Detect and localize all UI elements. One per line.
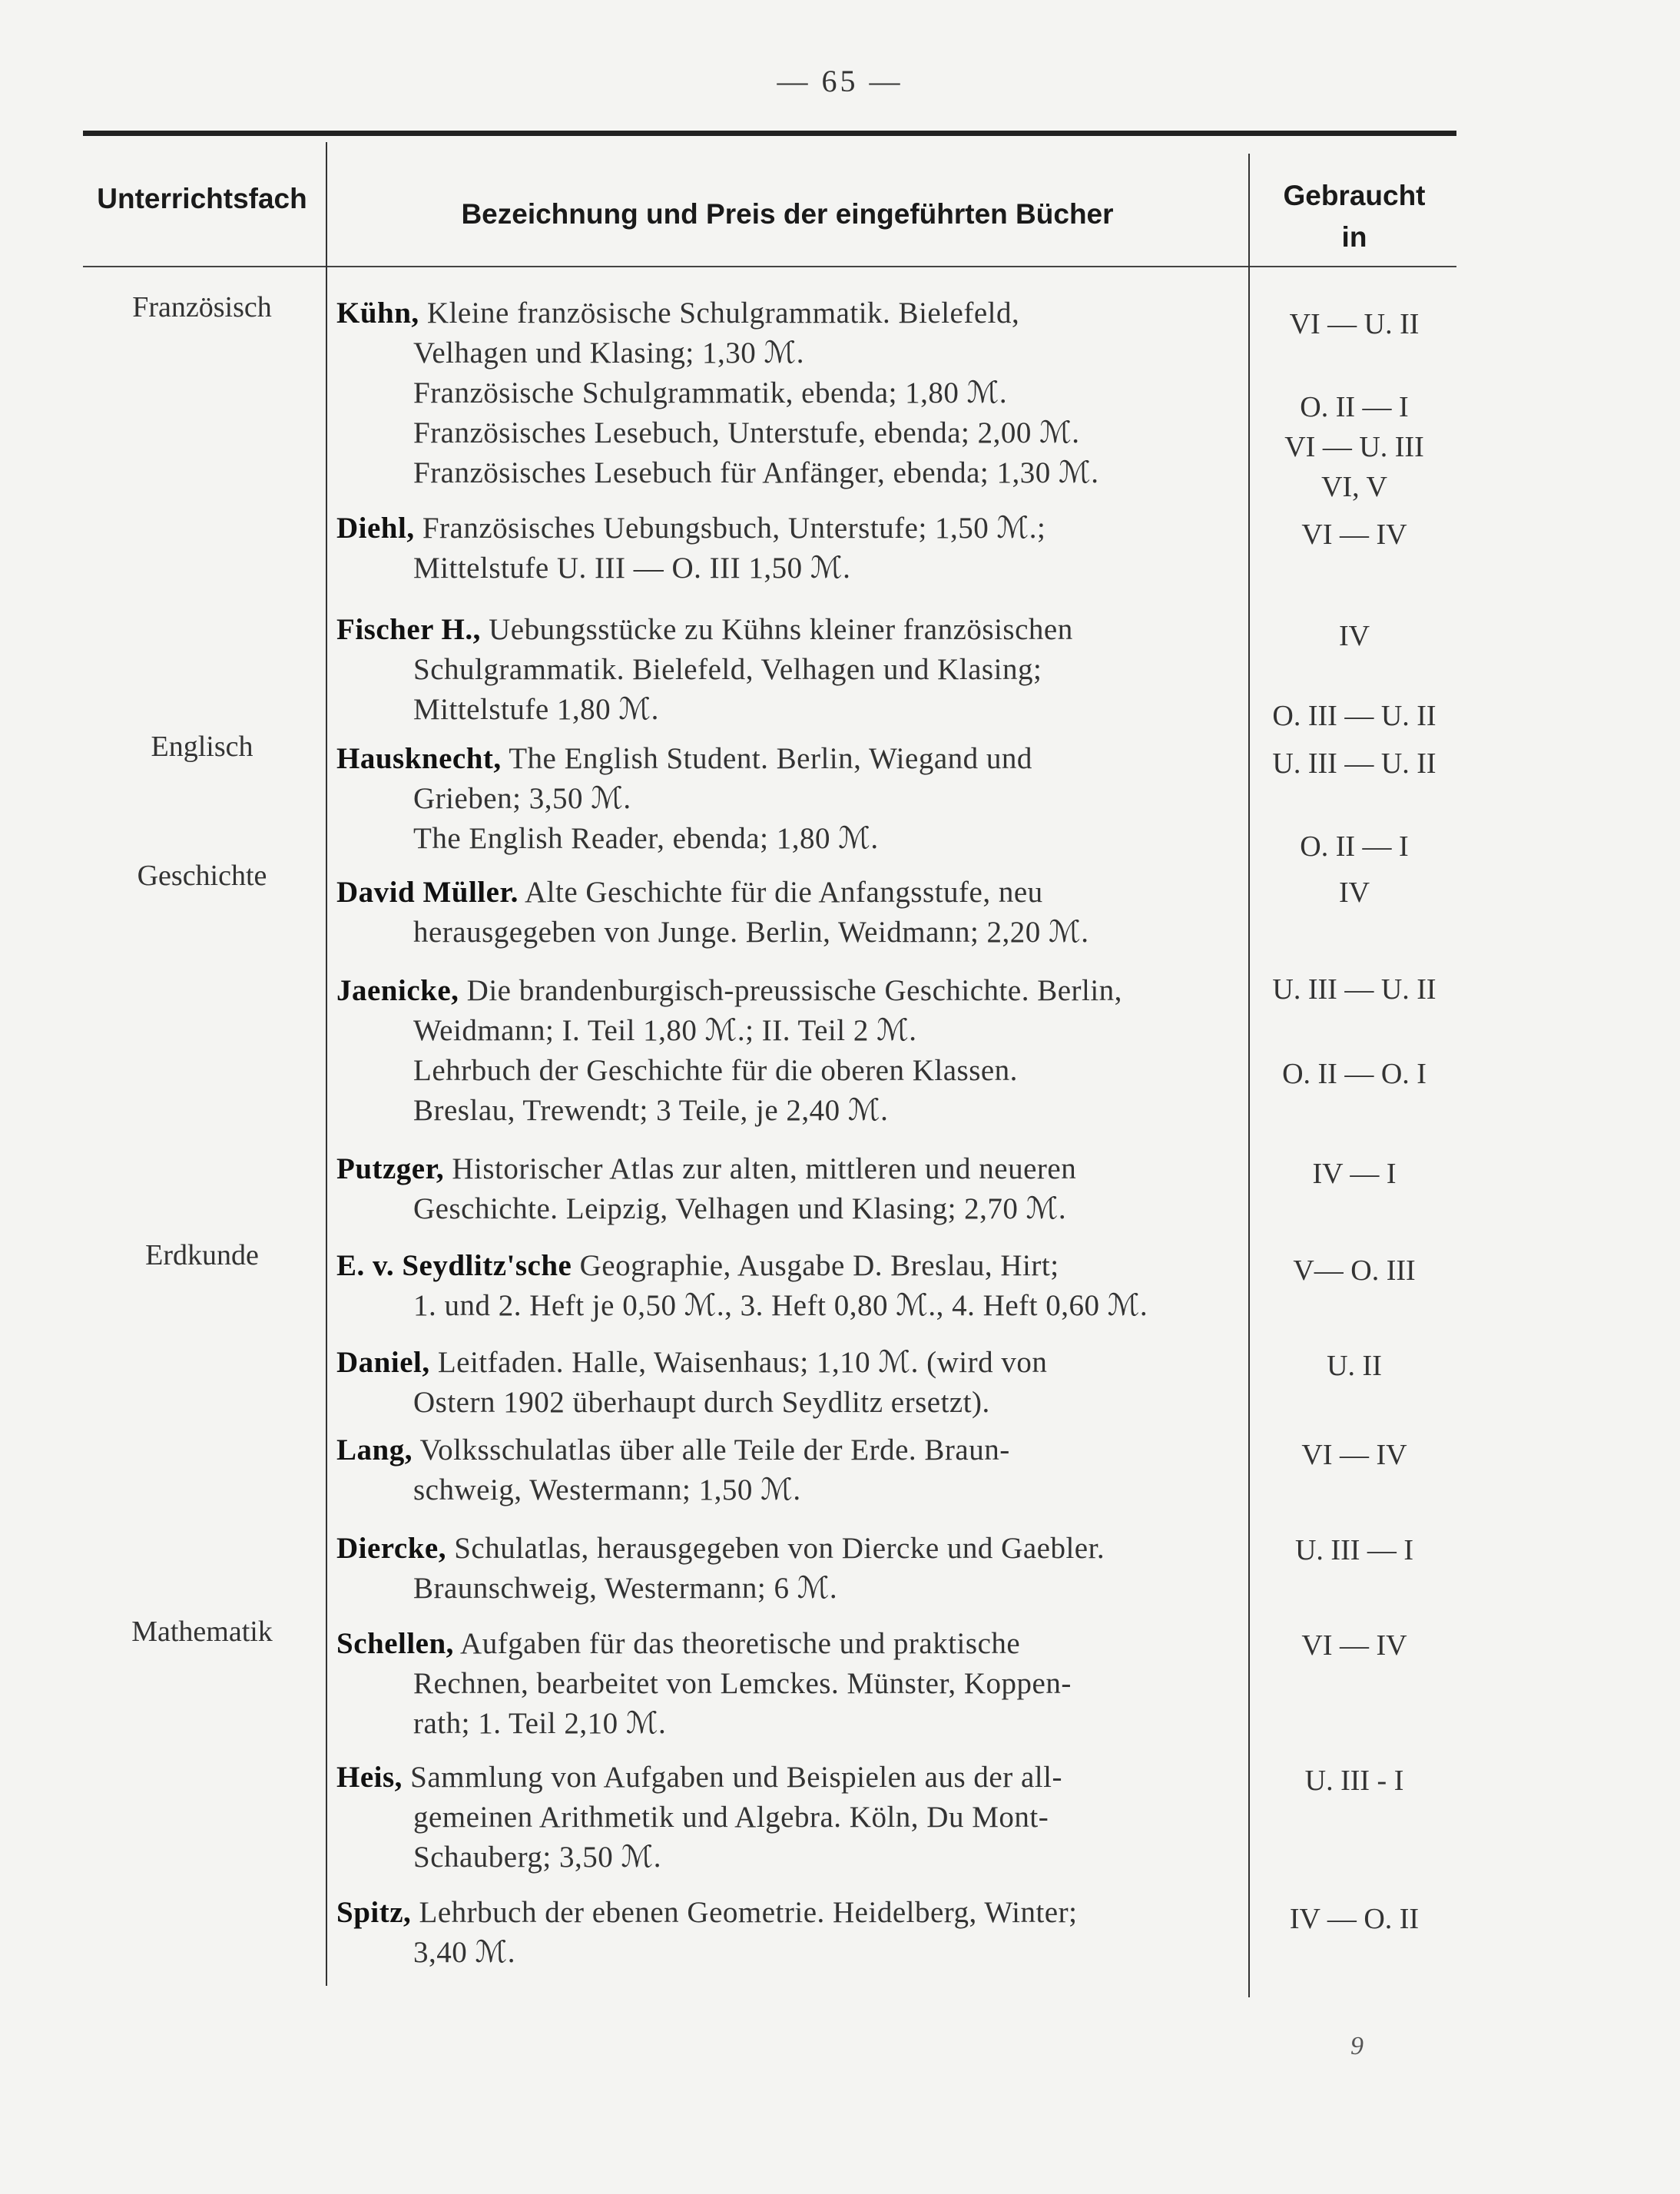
page-number: — 65 — <box>777 64 903 98</box>
class-range: U. III — I <box>1294 1534 1414 1566</box>
class-range: O. II — I <box>1300 830 1409 863</box>
subject-mathematik: Mathematik <box>131 1616 273 1648</box>
column-divider-right <box>1248 154 1250 1997</box>
subject-geschichte: Geschichte <box>137 860 267 892</box>
class-range: U. III - I <box>1304 1765 1404 1797</box>
header-used-in-line-1: Gebraucht <box>1283 180 1426 211</box>
book-entry: E. v. Seydlitz'sche Geographie, Ausgabe D. Breslau, Hirt; 1. und 2. Heft je 0,50 ℳ., 3. Heft 0,80 ℳ., 4. Heft 0,60 ℳ. <box>336 1249 1148 1322</box>
class-range: VI — IV <box>1301 519 1407 551</box>
author-name: Hausknecht, <box>336 742 502 775</box>
class-range: IV — I <box>1312 1158 1397 1190</box>
author-name: David Müller. <box>336 876 519 909</box>
book-entry: Diercke, Schulatlas, herausgegeben von Diercke und Gaebler. Braunschweig, Westermann; 6 ℳ. <box>336 1532 1105 1605</box>
book-entry: Jaenicke, Die brandenburgisch-preussische Geschichte. Berlin, Weidmann; I. Teil 1,80 ℳ.; II. Teil 2 ℳ. Lehrbuch der Geschichte für die oberen Klassen. Breslau, Trewendt; 3 Teile, je 2,40 ℳ. <box>336 974 1122 1127</box>
class-range: V— O. III <box>1293 1254 1416 1287</box>
book-entry: Kühn, Kleine französische Schulgrammatik. Bielefeld, Velhagen und Klasing; 1,30 ℳ. Französische Schulgrammatik, ebenda; 1,80 ℳ. Französisches Lesebuch, Unterstufe, ebenda; 2,00 ℳ. Französisches Lesebuch für Anfänger, ebenda; 1,30 ℳ. <box>336 297 1099 489</box>
author-name: Lang, <box>336 1433 413 1467</box>
book-entry: Diehl, Französisches Uebungsbuch, Unterstufe; 1,50 ℳ.; Mittelstufe U. III — O. III 1,50 ℳ. <box>336 512 1046 585</box>
book-entry: Lang, Volksschulatlas über alle Teile der Erde. Braun- schweig, Westermann; 1,50 ℳ. <box>336 1433 1010 1506</box>
book-entry: Spitz, Lehrbuch der ebenen Geometrie. Heidelberg, Winter; 3,40 ℳ. <box>336 1896 1078 1969</box>
book-entry: Fischer H., Uebungsstücke zu Kühns kleiner französischen Schulgrammatik. Bielefeld, Velhagen und Klasing; Mittelstufe 1,80 ℳ. <box>336 613 1073 726</box>
author-name: Spitz, <box>336 1896 412 1929</box>
table-header-rule <box>83 266 1456 267</box>
book-entry: Putzger, Historischer Atlas zur alten, mittleren und neueren Geschichte. Leipzig, Velhagen und Klasing; 2,70 ℳ. <box>336 1152 1077 1225</box>
book-entry: David Müller. Alte Geschichte für die Anfangsstufe, neu herausgegeben von Junge. Berlin, Weidmann; 2,20 ℳ. <box>336 876 1089 949</box>
author-name: Putzger, <box>336 1152 445 1185</box>
header-used-in-line-2: in <box>1341 221 1367 253</box>
subject-erdkunde: Erdkunde <box>145 1239 259 1271</box>
header-used-in <box>1252 175 1456 258</box>
column-divider-left <box>326 142 327 1986</box>
book-entry: Schellen, Aufgaben für das theoretische und praktische Rechnen, bearbeitet von Lemckes. Münster, Koppen- rath; 1. Teil 2,10 ℳ. <box>336 1627 1072 1740</box>
class-range: IV — O. II <box>1289 1903 1420 1935</box>
class-range: VI — U. III <box>1284 431 1424 463</box>
author-name: Daniel, <box>336 1346 430 1379</box>
book-entry: Hausknecht, The English Student. Berlin, Wiegand und Grieben; 3,50 ℳ. The English Reader, ebenda; 1,80 ℳ. <box>336 742 1032 855</box>
class-range: O. II — O. I <box>1282 1058 1427 1090</box>
author-name: Fischer H., <box>336 613 481 646</box>
author-name: Diehl, <box>336 512 415 545</box>
book-entry: Daniel, Leitfaden. Halle, Waisenhaus; 1,10 ℳ. (wird von Ostern 1902 überhaupt durch Seydlitz ersetzt). <box>336 1346 1048 1419</box>
subject-englisch: Englisch <box>151 731 253 763</box>
class-range: VI — U. II <box>1289 308 1420 340</box>
class-range: IV <box>1338 620 1370 652</box>
signature-mark: 9 <box>1350 2032 1364 2060</box>
author-name: Kühn, <box>336 297 419 330</box>
class-range: IV <box>1338 877 1370 909</box>
author-name: Jaenicke, <box>336 974 459 1007</box>
header-books: Bezeichnung und Preis der eingeführten Bücher <box>461 198 1114 230</box>
class-range: O. III — U. II <box>1272 700 1436 732</box>
book-entry: Heis, Sammlung von Aufgaben und Beispielen aus der all- gemeinen Arithmetik und Algebra. Köln, Du Mont- Schauberg; 3,50 ℳ. <box>336 1761 1062 1874</box>
author-name: Diercke, <box>336 1532 446 1565</box>
class-range: VI — IV <box>1301 1629 1407 1662</box>
class-range: VI, V <box>1321 471 1387 503</box>
class-range: O. II — I <box>1300 391 1409 423</box>
class-range: VI — IV <box>1301 1439 1407 1471</box>
subject-franzoesisch: Französisch <box>132 291 272 323</box>
author-name: Schellen, <box>336 1627 454 1660</box>
header-subject: Unterrichtsfach <box>97 183 307 214</box>
author-name: E. v. Seydlitz'sche <box>336 1249 572 1282</box>
table-top-rule <box>83 131 1456 136</box>
class-range: U. III — U. II <box>1272 747 1436 780</box>
class-range: U. II <box>1327 1350 1382 1382</box>
author-name: Heis, <box>336 1761 403 1794</box>
class-range: U. III — U. II <box>1272 973 1436 1006</box>
